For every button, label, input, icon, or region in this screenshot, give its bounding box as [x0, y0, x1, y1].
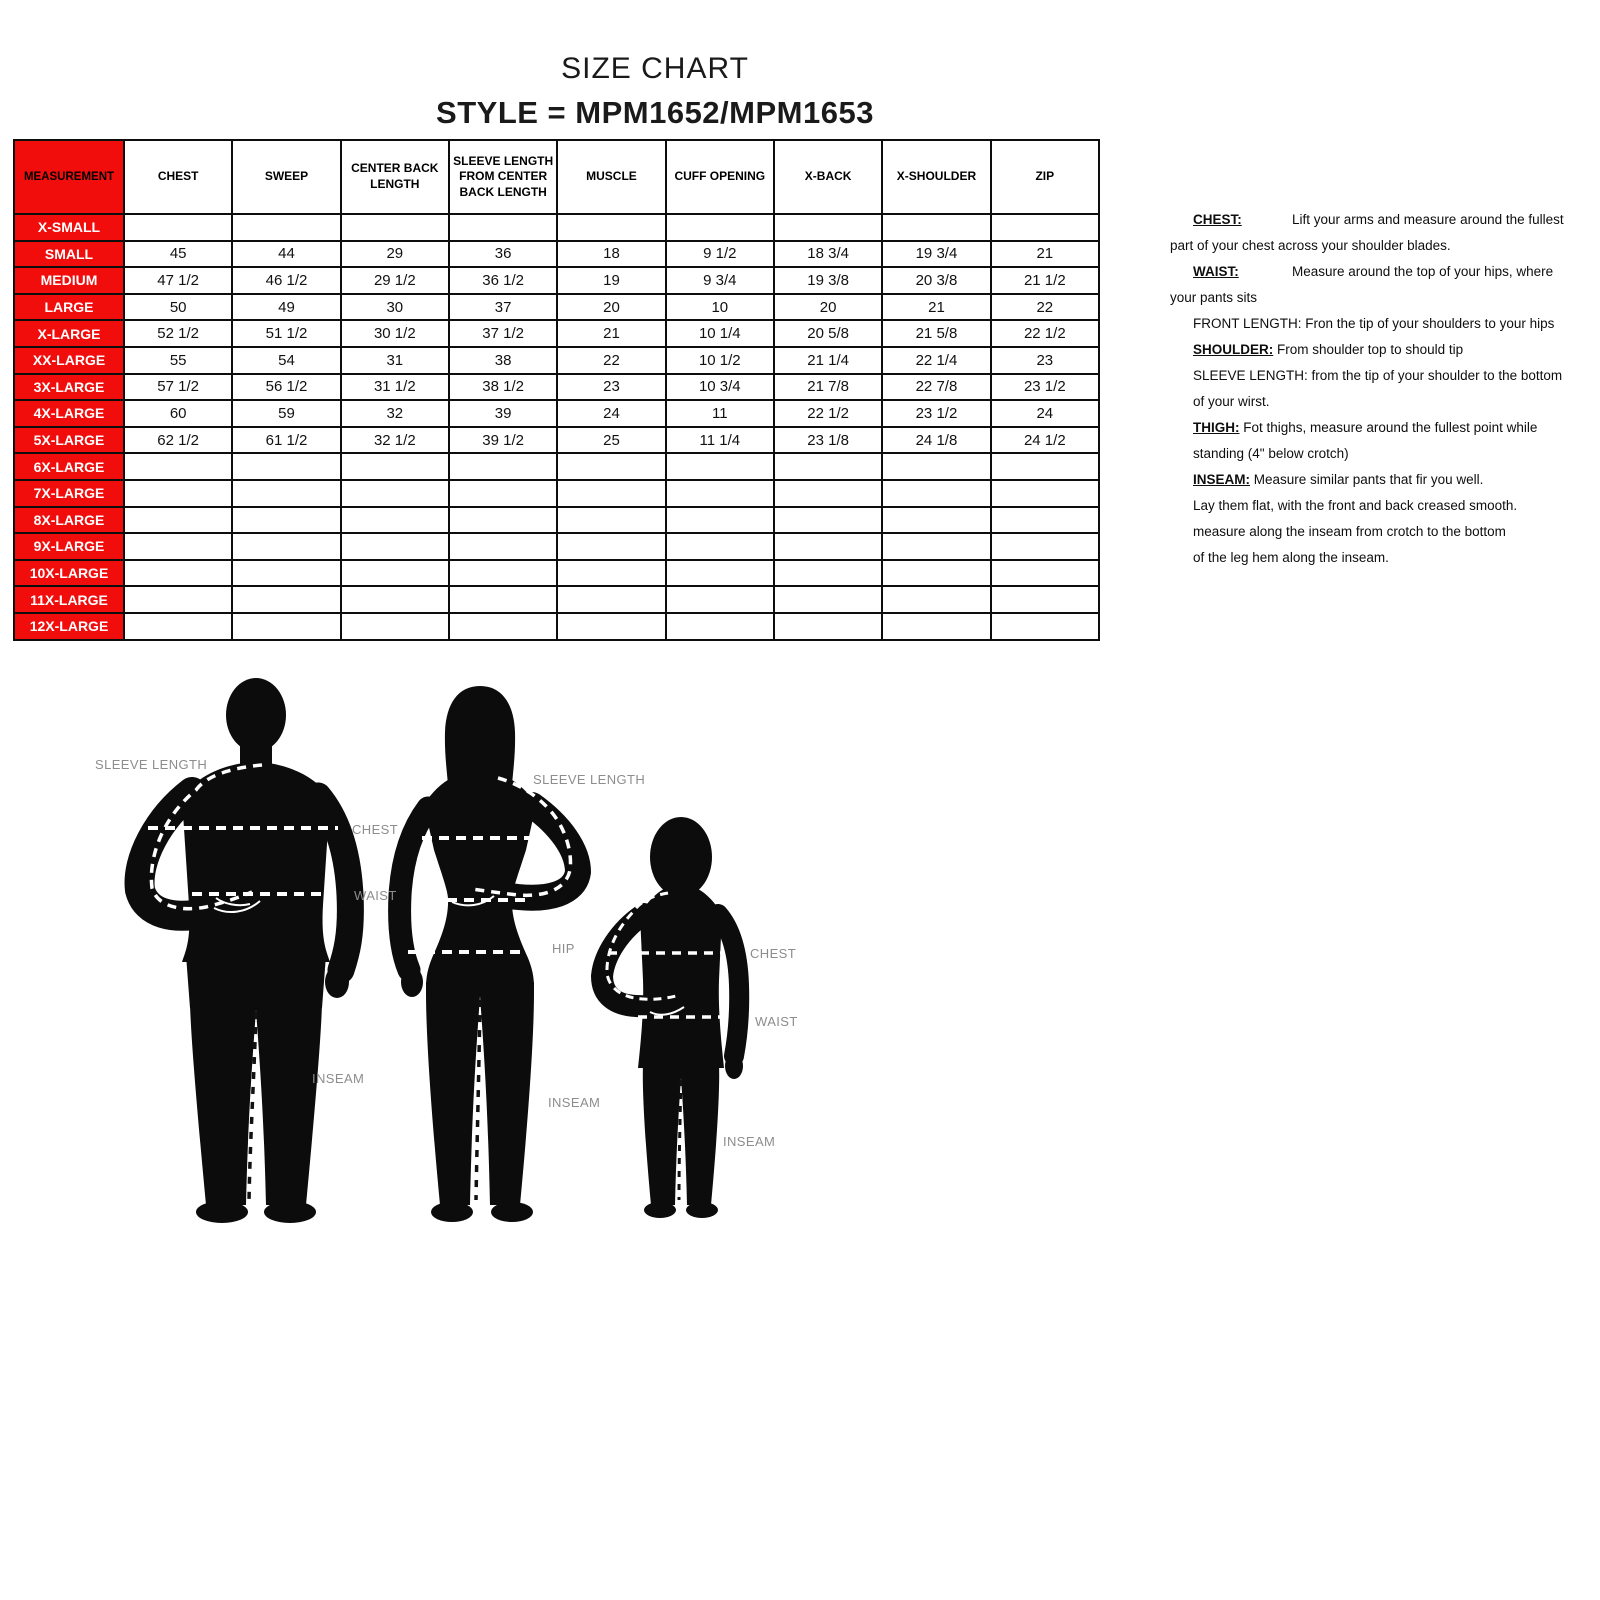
woman-right-foot [491, 1202, 533, 1222]
page-title: SIZE CHART [561, 52, 749, 85]
size-value-cell: 23 [557, 374, 665, 401]
size-value-cell: 10 1/4 [666, 320, 774, 347]
size-value-cell: 18 3/4 [774, 241, 882, 268]
size-value-cell: 21 [557, 320, 665, 347]
child-silhouette [602, 817, 743, 1218]
size-value-cell: 9 3/4 [666, 267, 774, 294]
size-value-cell: 11 1/4 [666, 427, 774, 454]
size-value-cell: 25 [557, 427, 665, 454]
size-value-cell: 21 7/8 [774, 374, 882, 401]
size-label-cell: 9X-LARGE [14, 533, 124, 560]
size-value-cell: 32 [341, 400, 449, 427]
woman-left-hand [401, 967, 423, 997]
size-value-cell: 23 1/2 [991, 374, 1099, 401]
size-value-cell: 22 1/2 [991, 320, 1099, 347]
column-header: ZIP [991, 140, 1099, 214]
guide-line: INSEAM: Measure similar pants that fir you well. [1193, 472, 1484, 487]
size-value-cell: 10 1/2 [666, 347, 774, 374]
child-right-leg [681, 1060, 719, 1205]
child-waist-label: WAIST [755, 1014, 798, 1029]
size-value-cell: 30 1/2 [341, 320, 449, 347]
size-value-cell: 22 [557, 347, 665, 374]
child-inseam-label: INSEAM [723, 1134, 776, 1149]
size-value-cell: 29 [341, 241, 449, 268]
guide-line: your pants sits [1170, 290, 1258, 305]
woman-right-leg [480, 982, 534, 1205]
woman-inseam-label: INSEAM [548, 1095, 601, 1110]
size-value-cell: 22 1/4 [882, 347, 990, 374]
size-value-cell: 55 [124, 347, 232, 374]
size-value-cell: 10 3/4 [666, 374, 774, 401]
size-value-cell: 23 1/2 [882, 400, 990, 427]
size-value-cell: 20 3/8 [882, 267, 990, 294]
size-value-cell [991, 214, 1099, 241]
size-label-cell: LARGE [14, 294, 124, 321]
size-value-cell: 39 1/2 [449, 427, 557, 454]
column-header: X-BACK [774, 140, 882, 214]
size-value-cell: 37 1/2 [449, 320, 557, 347]
size-value-cell: 18 [557, 241, 665, 268]
size-value-cell: 50 [124, 294, 232, 321]
measure-guide [1170, 207, 1590, 571]
column-header: CHEST [124, 140, 232, 214]
guide-line: standing (4" below crotch) [1193, 446, 1349, 461]
size-label-cell: 7X-LARGE [14, 480, 124, 507]
man-chest-label: CHEST [352, 822, 399, 837]
column-header: X-SHOULDER [882, 140, 990, 214]
size-value-cell: 49 [232, 294, 340, 321]
size-value-cell: 38 [449, 347, 557, 374]
size-value-cell: 19 3/4 [882, 241, 990, 268]
man-left-foot [196, 1201, 248, 1223]
child-chest-label: CHEST [750, 946, 797, 961]
size-value-cell [991, 613, 1099, 640]
guide-term: CHEST: [1193, 212, 1242, 227]
size-value-cell: 10 [666, 294, 774, 321]
size-value-cell: 31 1/2 [341, 374, 449, 401]
size-value-cell: 36 [449, 241, 557, 268]
size-value-cell [991, 533, 1099, 560]
size-label-cell: 6X-LARGE [14, 453, 124, 480]
size-value-cell: 52 1/2 [124, 320, 232, 347]
size-label-cell: MEDIUM [14, 267, 124, 294]
size-label-cell: 8X-LARGE [14, 507, 124, 534]
size-label-cell: SMALL [14, 241, 124, 268]
size-value-cell [991, 507, 1099, 534]
guide-line: THIGH: Fot thighs, measure around the fullest point while [1193, 420, 1538, 435]
man-right-foot [264, 1201, 316, 1223]
guide-line: SLEEVE LENGTH: from the tip of your shoulder to the bottom [1193, 368, 1563, 383]
size-value-cell: 24 1/2 [991, 427, 1099, 454]
size-value-cell: 32 1/2 [341, 427, 449, 454]
size-value-cell [991, 586, 1099, 613]
guide-line: part of your chest across your shoulder blades. [1170, 238, 1451, 253]
size-label-cell: XX-LARGE [14, 347, 124, 374]
guide-line: FRONT LENGTH: Fron the tip of your shoulders to your hips [1193, 316, 1555, 331]
child-right-arm [718, 914, 739, 1056]
man-right-leg [256, 1000, 322, 1205]
column-header: CENTER BACK LENGTH [341, 140, 449, 214]
size-value-cell: 23 [991, 347, 1099, 374]
man-inseam-label: INSEAM [312, 1071, 365, 1086]
size-value-cell: 19 3/8 [774, 267, 882, 294]
size-value-cell: 36 1/2 [449, 267, 557, 294]
size-value-cell: 60 [124, 400, 232, 427]
guide-line: CHEST: Lift your arms and measure around the fullest [1170, 207, 1590, 233]
size-value-cell: 54 [232, 347, 340, 374]
man-left-leg [190, 1000, 256, 1205]
guide-line: measure along the inseam from crotch to the bottom [1193, 524, 1506, 539]
woman-hip-label: HIP [552, 941, 575, 956]
child-right-hand [725, 1053, 743, 1079]
child-right-foot [686, 1202, 718, 1218]
size-value-cell: 37 [449, 294, 557, 321]
size-value-cell: 20 5/8 [774, 320, 882, 347]
man-right-hand [325, 966, 349, 998]
size-value-cell: 39 [449, 400, 557, 427]
guide-term: WAIST: [1193, 264, 1239, 279]
size-value-cell [991, 453, 1099, 480]
woman-left-arm [400, 808, 428, 970]
size-value-cell: 38 1/2 [449, 374, 557, 401]
size-value-cell: 30 [341, 294, 449, 321]
column-header: SLEEVE LENGTH FROM CENTER BACK LENGTH [449, 140, 557, 214]
size-label-cell: 12X-LARGE [14, 613, 124, 640]
guide-term: INSEAM: [1193, 472, 1250, 487]
size-value-cell: 24 [557, 400, 665, 427]
size-label-cell: X-LARGE [14, 320, 124, 347]
size-value-cell: 11 [666, 400, 774, 427]
size-value-cell: 57 1/2 [124, 374, 232, 401]
size-value-cell: 45 [124, 241, 232, 268]
size-value-cell: 62 1/2 [124, 427, 232, 454]
child-left-foot [644, 1202, 676, 1218]
size-value-cell: 24 1/8 [882, 427, 990, 454]
child-left-leg [643, 1060, 681, 1205]
size-label-cell: 10X-LARGE [14, 560, 124, 587]
size-value-cell: 24 [991, 400, 1099, 427]
size-value-cell: 29 1/2 [341, 267, 449, 294]
column-header: CUFF OPENING [666, 140, 774, 214]
size-value-cell: 44 [232, 241, 340, 268]
size-value-cell: 21 5/8 [882, 320, 990, 347]
column-header-measurement: MEASUREMENT [14, 140, 124, 214]
size-value-cell: 9 1/2 [666, 241, 774, 268]
measurement-figures [0, 0, 900, 1280]
size-value-cell [991, 480, 1099, 507]
woman-left-leg [426, 982, 480, 1205]
size-value-cell: 20 [774, 294, 882, 321]
size-value-cell: 21 [882, 294, 990, 321]
guide-line: of your wirst. [1193, 394, 1270, 409]
size-value-cell: 59 [232, 400, 340, 427]
guide-term: SHOULDER: [1193, 342, 1274, 357]
guide-line: WAIST: Measure around the top of your hips, where [1170, 259, 1590, 285]
size-value-cell: 31 [341, 347, 449, 374]
man-sleeve-length-label: SLEEVE LENGTH [95, 757, 208, 772]
size-value-cell: 19 [557, 267, 665, 294]
size-value-cell: 21 [991, 241, 1099, 268]
silhouettes-graphic [0, 0, 900, 1280]
size-label-cell: 5X-LARGE [14, 427, 124, 454]
size-value-cell: 22 [991, 294, 1099, 321]
size-value-cell: 21 1/2 [991, 267, 1099, 294]
style-subtitle: STYLE = MPM1652/MPM1653 [436, 95, 874, 130]
size-label-cell: 3X-LARGE [14, 374, 124, 401]
size-value-cell: 51 1/2 [232, 320, 340, 347]
size-value-cell: 22 1/2 [774, 400, 882, 427]
column-header: SWEEP [232, 140, 340, 214]
size-label-cell: X-SMALL [14, 214, 124, 241]
man-waist-label: WAIST [354, 888, 397, 903]
woman-sleeve-length-label: SLEEVE LENGTH [533, 772, 646, 787]
guide-term: THIGH: [1193, 420, 1240, 435]
size-value-cell: 22 7/8 [882, 374, 990, 401]
size-value-cell: 20 [557, 294, 665, 321]
size-label-cell: 11X-LARGE [14, 586, 124, 613]
guide-line: SHOULDER: From shoulder top to should tip [1193, 342, 1464, 357]
size-label-cell: 4X-LARGE [14, 400, 124, 427]
woman-torso [424, 770, 536, 988]
woman-left-foot [431, 1202, 473, 1222]
child-inseam-measure-line [679, 1080, 681, 1200]
guide-line: of the leg hem along the inseam. [1193, 550, 1389, 565]
column-header: MUSCLE [557, 140, 665, 214]
size-value-cell: 61 1/2 [232, 427, 340, 454]
size-value-cell: 47 1/2 [124, 267, 232, 294]
size-value-cell [991, 560, 1099, 587]
guide-line: Lay them flat, with the front and back creased smooth. [1193, 498, 1518, 513]
size-value-cell: 23 1/8 [774, 427, 882, 454]
size-value-cell: 56 1/2 [232, 374, 340, 401]
size-value-cell: 21 1/4 [774, 347, 882, 374]
size-value-cell: 46 1/2 [232, 267, 340, 294]
